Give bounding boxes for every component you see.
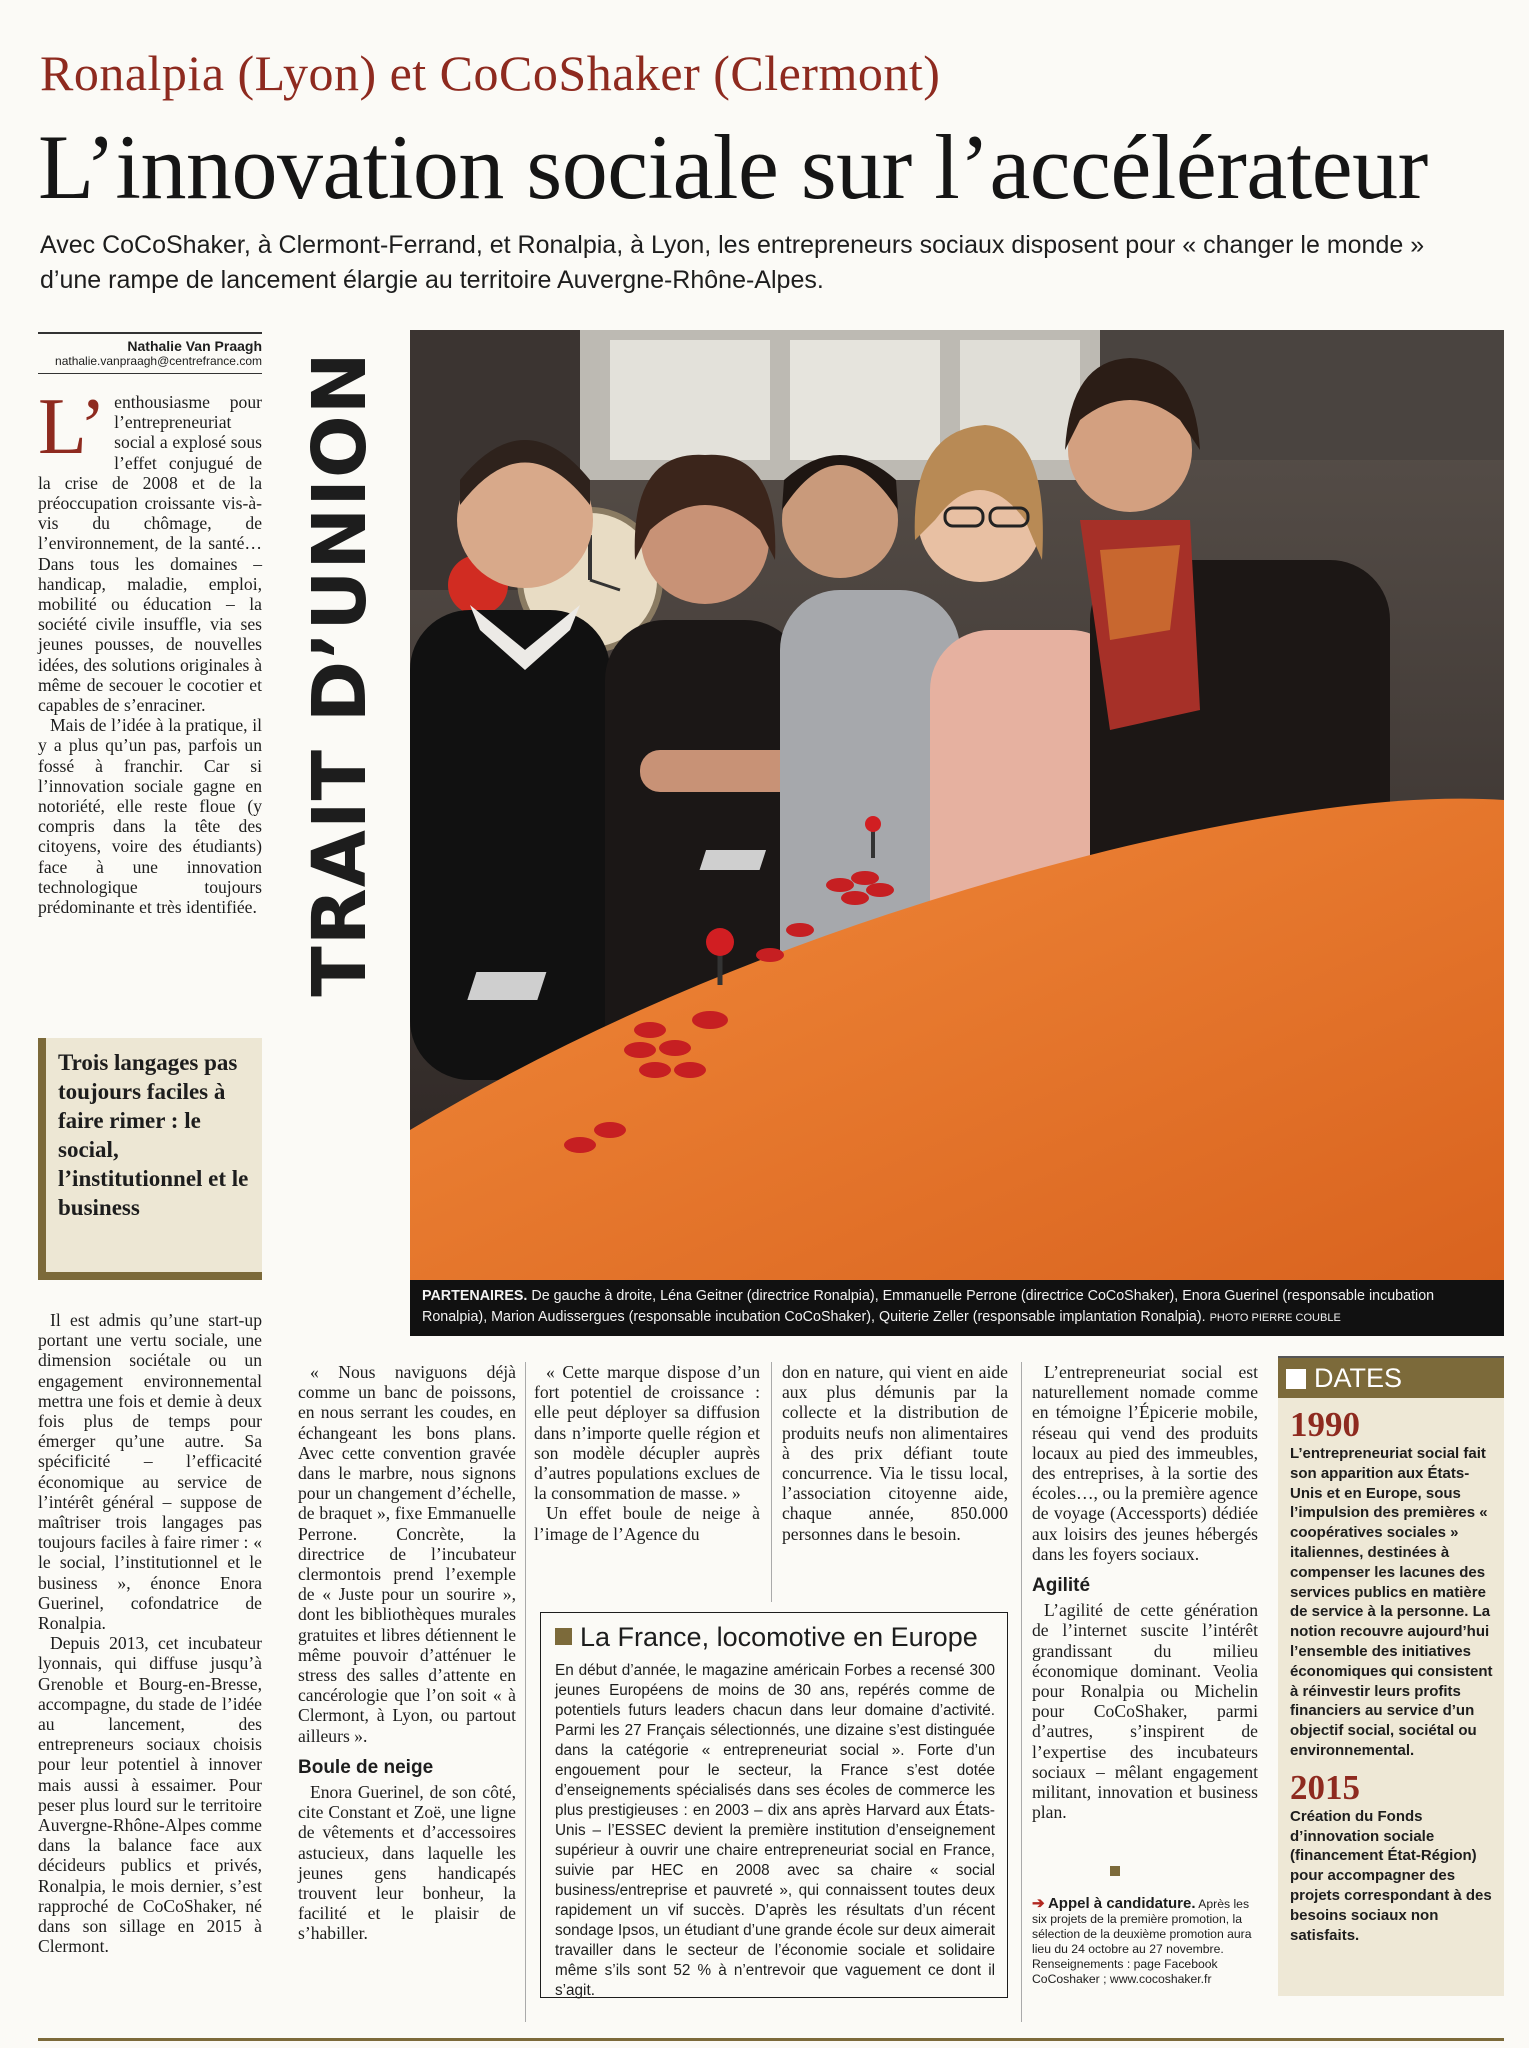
column-3-paragraph-2: Un effet boule de neige à l’image de l’Agence du	[534, 1503, 760, 1544]
column-divider	[771, 1362, 772, 1602]
dropcap: L’	[38, 383, 107, 471]
column-2-paragraph-2: Enora Guerinel, de son côté, cite Constant et Zoë, une ligne de vêtements et d’accessoires astucieux, dans laquelle les jeunes gens handicapés trouvent leur bonheur, la facilité et le plaisir de s’habiller.	[298, 1782, 516, 1944]
call-for-applications	[1032, 1896, 1258, 1987]
column-divider	[1021, 1362, 1022, 2022]
sidebar-box-france	[540, 1612, 1008, 1998]
end-mark-icon	[1110, 1866, 1120, 1876]
column-3	[534, 1362, 760, 1544]
pullquote	[38, 1038, 262, 1280]
date-year: 2015	[1290, 1767, 1360, 1807]
column-5-paragraph-2: L’agilité de cette génération de l’internet suscite l’intérêt grandissant du milieu économique dominant. Veolia pour Ronalpia ou Michelin pour CoCoShaker, parmi d’autres, s’inspirent de l’expertise des incubateurs sociaux – mêlant engagement militant, innovation et business plan.	[1032, 1600, 1258, 1823]
column-4-paragraph-1: don en nature, qui vient en aide aux plus démunis par la collecte et la distribution de produits neufs non alimentaires à des prix défiant toute concurrence. Via le tissu local, l’association citoyenne aide, chaque année, 850.000 personnes dans le besoin.	[782, 1362, 1008, 1544]
box-france-title-row	[555, 1621, 995, 1653]
byline-email: nathalie.vanpraagh@centrefrance.com	[55, 354, 262, 368]
column-3-paragraph-1: « Cette marque dispose d’un fort potentiel de croissance : elle peut déployer sa diffusion dans n’importe quelle région et son modèle décupler auprès d’autres populations exclues de la consommation de masse. »	[534, 1362, 760, 1504]
date-text: Création du Fonds d’innovation sociale (financement État-Région) pour accompagner des projets correspondant à des besoins sociaux non satisfaits.	[1290, 1807, 1492, 1944]
column-2	[298, 1362, 516, 1944]
box-france-body: En début d’année, le magazine américain Forbes a recensé 300 jeunes Européens de moins de 30 ans, repérés comme de potentiels futurs leaders chacun dans leur domaine d’activité. Parmi les 27 Français sélectionnés, une dizaine s’est distinguée dans la catégorie « entrepreneuriat social ». Forte d’un engouement pour le secteur, la France s’est dotée d’enseignements spécialisés dans ses écoles de commerce les plus prestigieuses : en 2003 – dix ans après Harvard aux États-Unis – l’ESSEC devient la première institution d’enseignement supérieur à ouvrir une chaire entrepreneuriat social en France, suivie par HEC en 2008 avec sa chaire « social business/entreprise et pauvreté », qui connaissent toutes deux rapidement un vif succès. D’après les résultats d’un récent sondage Ipsos, un étudiant d’une grande école sur deux aimerait travailler dans le secteur de l’économie sociale et solidaire même s’ils sont 52 % à n’entrevoir que vaguement ce dont il s’agit.	[555, 1662, 995, 1999]
column-divider	[525, 1362, 526, 2022]
kicker: Ronalpia (Lyon) et CoCoShaker (Clermont)	[40, 45, 941, 101]
photo-illustration	[410, 330, 1504, 1280]
column-1-paragraph-2: Depuis 2013, cet incubateur lyonnais, qui diffuse jusqu’à Grenoble et Bourg-en-Bresse, accompagne, du stade de l’idée au lancement, des entrepreneurs sociaux choisis pour leur potentiel à innover mais aussi à essaimer. Pour peser plus lourd sur le territoire Auvergne-Rhône-Alpes comme dans la balance face aux décideurs publics et privés, Ronalpia, le mois dernier, s’est rapproché de CoCoShaker, né dans son sillage en 2015 à Clermont.	[38, 1633, 262, 1957]
section-label-text: TRAIT D’UNION	[297, 351, 383, 997]
square-bullet-icon	[555, 1628, 572, 1645]
section-label	[298, 336, 382, 1012]
dates-title: DATES	[1314, 1363, 1403, 1393]
lead-paragraph-1: enthousiasme pour l’entrepreneuriat social a explosé sous l’effet conjugué de la crise de 2008 et de la préoccupation croissante vis-à-vis du chômage, de l’environnement, de la santé… Dans tous les domaines – handicap, maladie, emploi, mobilité ou éducation – la société civile insuffle, via ses jeunes pousses, de nouvelles idées, des solutions originales à même de secouer le cocotier et capables de s’enraciner.	[38, 392, 262, 716]
date-year: 1990	[1290, 1405, 1360, 1444]
date-text: L’entrepreneuriat social fait son apparition aux États-Unis et en Europe, sous l’impulsion des premières « coopératives sociales » italiennes, destinées à compenser les lacunes des services publics en matière de service à la personne. La notion recouvre aujourd’hui l’ensemble des initiatives économiques qui consistent à réinvestir leurs profits financiers au service d’un objectif social, sociétal ou environnemental.	[1290, 1445, 1493, 1759]
subhead-agilite: Agilité	[1032, 1575, 1091, 1597]
appel-heading: Appel à candidature.	[1047, 1895, 1196, 1912]
column-1-paragraph-1: Il est admis qu’une start-up portant une vertu sociale, une dimension sociétale ou un engagement environnemental mettra une fois et demie à deux fois plus de temps pour émerger qu’une autre. Sa spécificité – l’efficacité économique au service de l’intérêt général – suppose de maîtriser trois langages pas toujours faciles à faire rimer : « le social, l’institutionnel et le business », énonce Enora Guerinel, cofondatrice de Ronalpia.	[38, 1310, 262, 1634]
box-france-title: La France, locomotive en Europe	[580, 1622, 978, 1652]
headline: L’innovation sociale sur l’accélérateur	[38, 116, 1428, 218]
column-5-paragraph-1: L’entrepreneuriat social est naturellement nomade comme en témoigne l’Épicerie mobile, réseau qui vend des produits locaux au pied des immeubles, des entreprises, à la sortie des écoles…, ou la première agence de voyage (Accessports) dédiée aux loisirs des jeunes hébergés dans les foyers sociaux.	[1032, 1362, 1258, 1564]
column-4	[782, 1362, 1008, 1544]
bottom-rule	[38, 2038, 1504, 2041]
column-1	[38, 1310, 262, 1957]
photo-credit: PHOTO PIERRE COUBLE	[1209, 1312, 1341, 1324]
byline-author: Nathalie Van Praagh	[127, 338, 262, 354]
subhead-boule-de-neige: Boule de neige	[298, 1756, 434, 1778]
lead-paragraph-2: Mais de l’idée à la pratique, il y a plus qu’un pas, parfois un fossé à franchir. Car si l’innovation sociale gagne en notoriété, elle reste floue (y compris dans la tête des citoyens, voire des étudiants) face à une innovation technologique toujours prédominante et très identifiée.	[38, 715, 262, 918]
lead-text	[38, 383, 262, 918]
photo-partners	[410, 330, 1504, 1280]
pullquote-text: Trois langages pas toujours faciles à faire rimer : le social, l’institutionnel et le business	[58, 1050, 249, 1220]
column-2-paragraph-1: « Nous naviguons déjà comme un banc de poissons, en nous serrant les coudes, en échangeant les bons plans. Avec cette convention gravée dans le marbre, nous signons pour un changement d’échelle, de braquet », fixe Emmanuelle Perrone. Concrète, la directrice de l’incubateur clermontois prend l’exemple de « Juste pour un sourire », dont les bibliothèques murales gratuites et libres détiennent le même pouvoir d’atténuer le stress des salles d’attente en cancérologie que l’on soit « à Clermont, à Lyon, ou partout ailleurs ».	[298, 1362, 516, 1746]
arrow-icon: ➔	[1032, 1895, 1045, 1912]
caption-text: De gauche à droite, Léna Geitner (directrice Ronalpia), Emmanuelle Perrone (directrice CoCoShaker), Enora Guerinel (responsable incubation Ronalpia), Marion Audissergues (responsable incubation CoCoShaker), Quiterie Zeller (responsable implantation Ronalpia).	[422, 1288, 1435, 1325]
byline	[38, 332, 262, 374]
dates-header	[1278, 1358, 1504, 1398]
photo-caption	[410, 1280, 1504, 1336]
column-5	[1032, 1362, 1258, 1822]
dates-box	[1278, 1356, 1504, 1996]
square-bullet-icon	[1286, 1369, 1306, 1389]
caption-lead: PARTENAIRES.	[422, 1288, 528, 1304]
deck: Avec CoCoShaker, à Clermont-Ferrand, et Ronalpia, à Lyon, les entrepreneurs sociaux disposent pour « changer le monde » d’une rampe de lancement élargie au territoire Auvergne-Rhône-Alpes.	[40, 231, 1425, 294]
appel-text: Après les six projets de la première promotion, la sélection de la deuxième promotion aura lieu du 24 octobre au 27 novembre. Renseignements : page Facebook CoCoshaker ; www.cocoshaker.fr	[1032, 1897, 1252, 1986]
